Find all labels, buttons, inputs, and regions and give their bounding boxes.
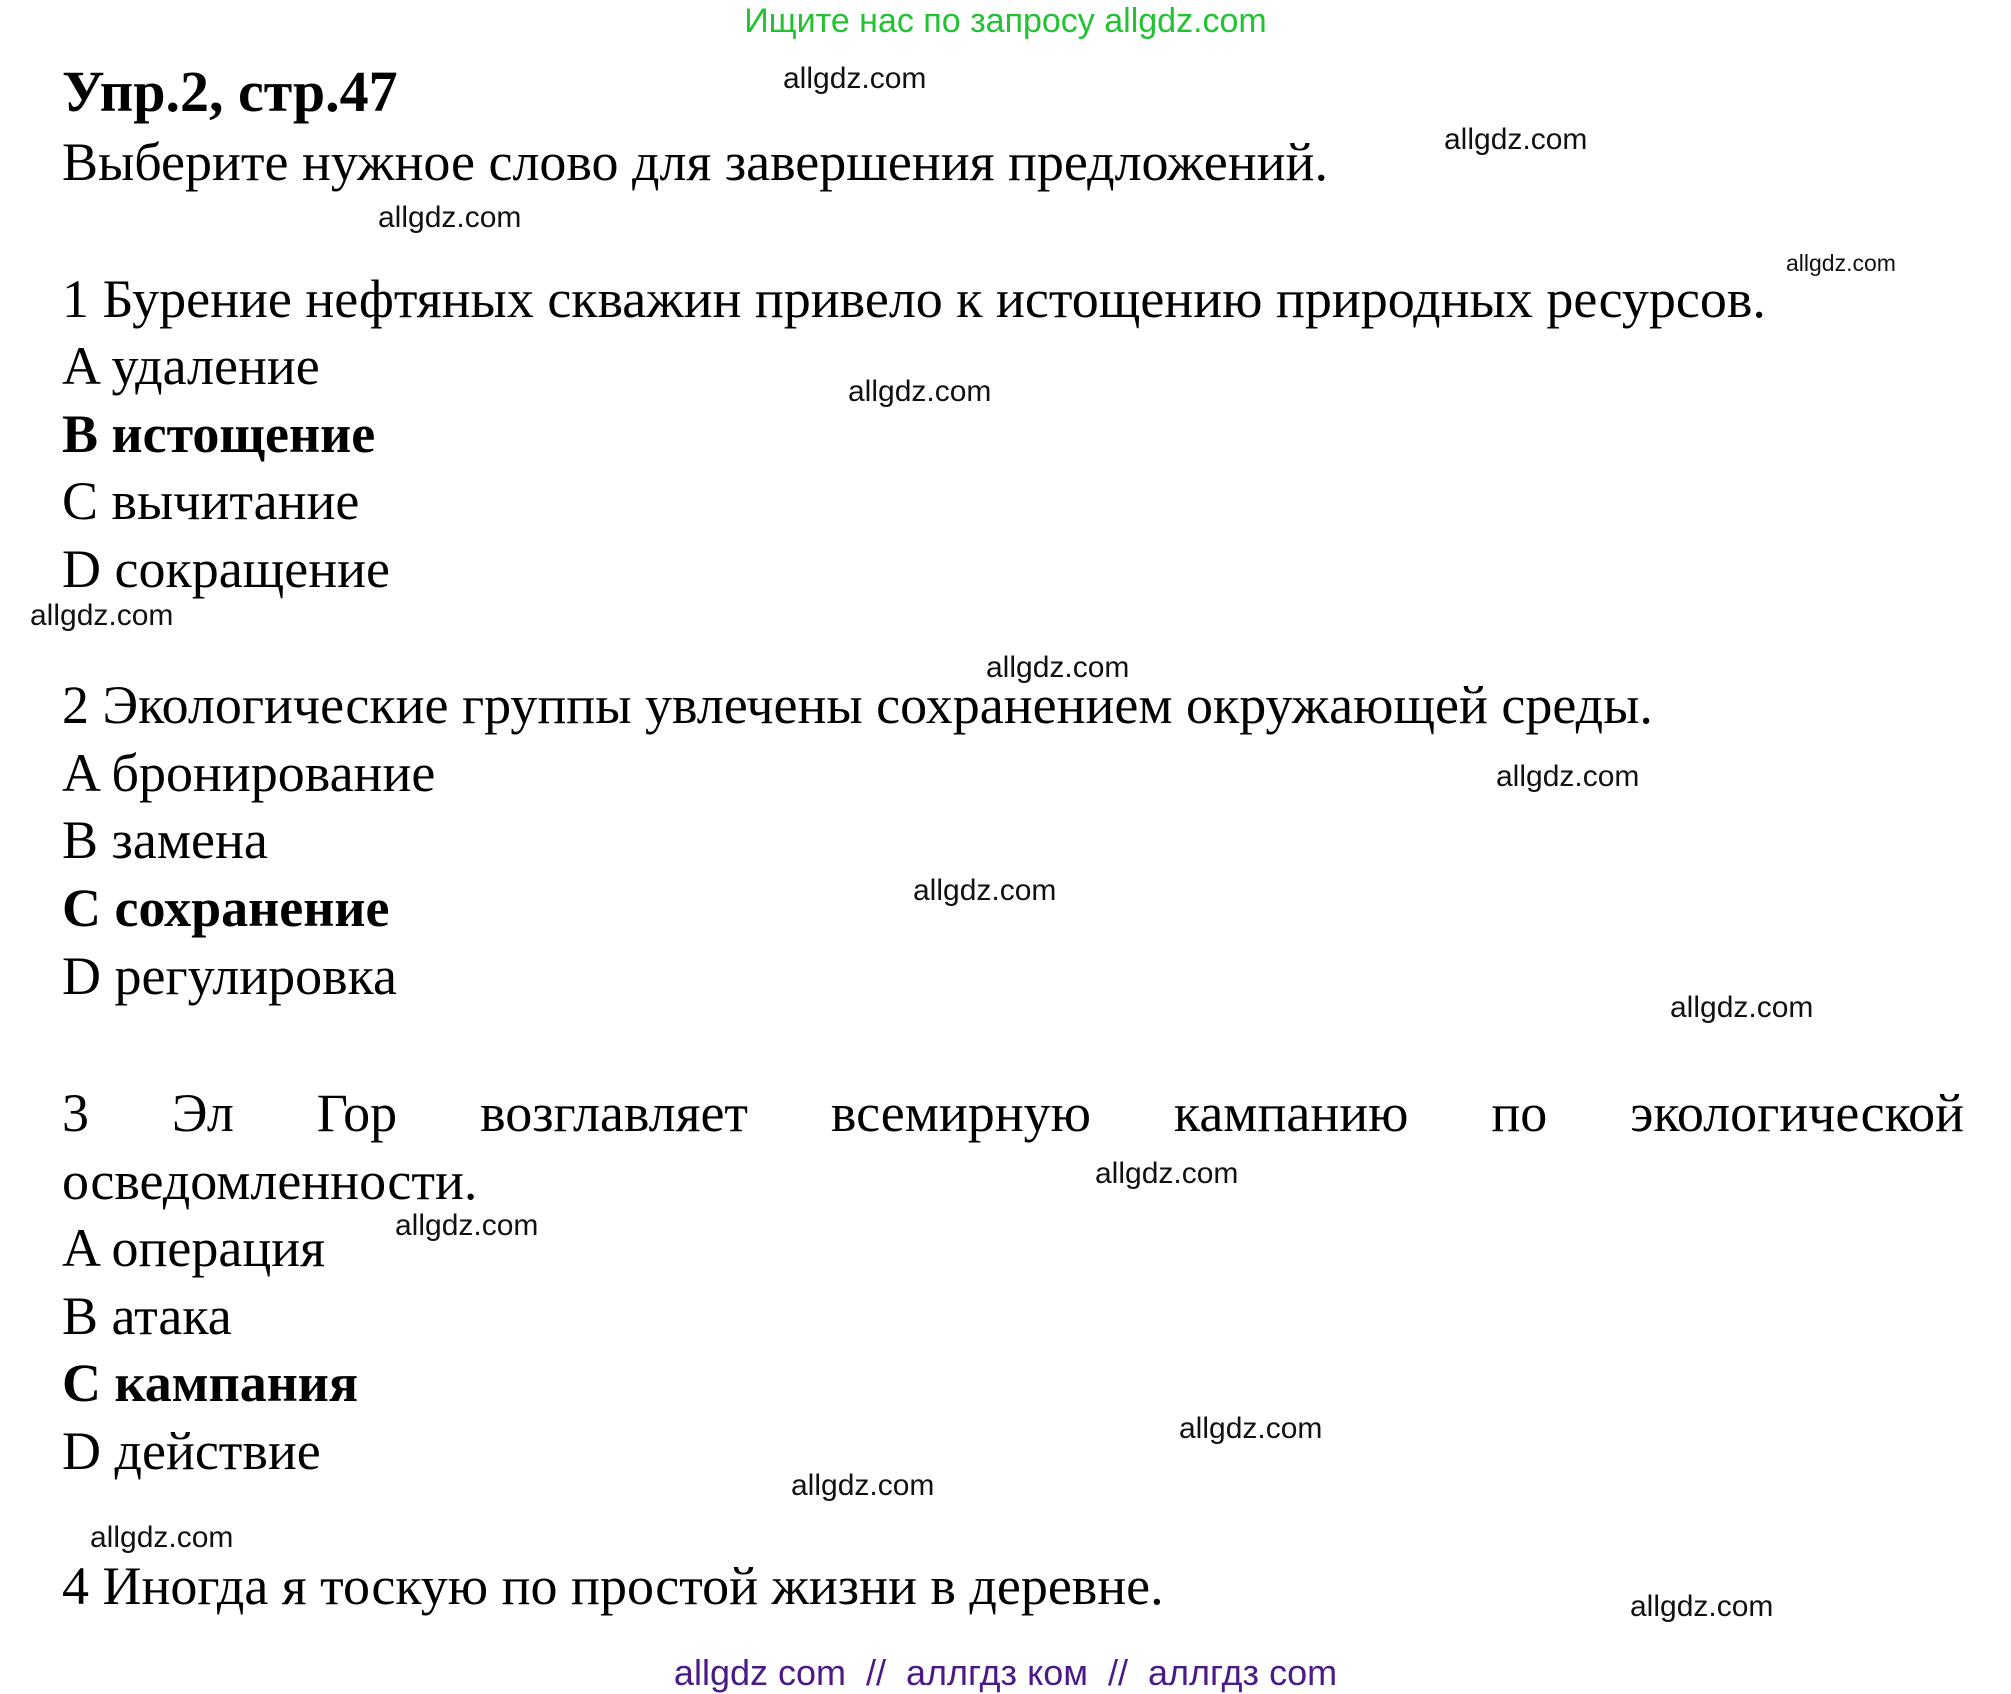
question-3-sentence-line-2: осведомленности.: [62, 1151, 478, 1211]
search-banner: Ищите нас по запросу allgdz.com: [744, 2, 1267, 40]
watermark: allgdz.com: [1095, 1157, 1239, 1190]
option-text: замена: [111, 810, 268, 870]
option-text: действие: [114, 1421, 321, 1481]
option-text: операция: [111, 1218, 325, 1278]
option-letter: C: [62, 1353, 101, 1413]
watermark: allgdz.com: [1630, 1590, 1774, 1623]
question-1-option-a: [62, 332, 320, 400]
question-2-option-b: [62, 806, 268, 874]
option-letter: B: [62, 404, 99, 464]
option-text: бронирование: [111, 743, 436, 803]
option-letter: C: [62, 878, 101, 938]
watermark: allgdz.com: [783, 62, 927, 95]
option-letter: D: [62, 1421, 101, 1481]
question-2-sentence: 2 Экологические группы увлечены сохранением окружающей среды.: [62, 675, 1653, 735]
option-text: сокращение: [114, 539, 390, 599]
option-letter: B: [62, 1286, 99, 1346]
option-letter: A: [62, 1218, 99, 1278]
question-3-option-d: [62, 1417, 321, 1485]
watermark: allgdz.com: [986, 651, 1130, 684]
option-text: истощение: [111, 404, 376, 464]
option-text: кампания: [114, 1353, 359, 1413]
option-letter: D: [62, 539, 101, 599]
option-letter: A: [62, 336, 99, 396]
watermark: allgdz.com: [791, 1469, 935, 1502]
option-text: атака: [111, 1286, 232, 1346]
question-1-sentence: 1 Бурение нефтяных скважин привело к истощению природных ресурсов.: [62, 269, 1766, 329]
option-text: сохранение: [114, 878, 390, 938]
question-1-option-b-correct: [62, 400, 375, 468]
watermark: allgdz.com: [30, 599, 174, 632]
watermark: allgdz.com: [1496, 760, 1640, 793]
footer-watermark: allgdz com // аллгдз ком // аллгдз com: [673, 1652, 1338, 1693]
exercise-title: Упр.2, стр.47: [62, 59, 398, 124]
instruction: Выберите нужное слово для завершения предложений.: [62, 132, 1328, 192]
question-2-option-c-correct: [62, 874, 389, 942]
option-text: вычитание: [111, 471, 360, 531]
option-letter: C: [62, 471, 99, 531]
watermark: allgdz.com: [913, 874, 1057, 907]
option-letter: A: [62, 743, 99, 803]
watermark: allgdz.com: [1179, 1412, 1323, 1445]
option-letter: B: [62, 810, 99, 870]
watermark: allgdz.com: [1786, 250, 1896, 276]
watermark: allgdz.com: [90, 1521, 234, 1554]
watermark: allgdz.com: [395, 1209, 539, 1242]
question-1-option-d: [62, 535, 390, 603]
question-3-option-b: [62, 1282, 232, 1350]
question-1-option-c: [62, 467, 359, 535]
question-4-sentence: 4 Иногда я тоскую по простой жизни в деревне.: [62, 1556, 1164, 1616]
question-2-option-a: [62, 739, 435, 807]
option-text: удаление: [111, 336, 320, 396]
question-2-option-d: [62, 942, 397, 1010]
option-letter: D: [62, 946, 101, 1006]
question-3-option-a: [62, 1214, 325, 1282]
watermark: allgdz.com: [1444, 123, 1588, 156]
question-3-option-c-correct: [62, 1349, 358, 1417]
watermark: allgdz.com: [848, 375, 992, 408]
watermark: allgdz.com: [1670, 991, 1814, 1024]
option-text: регулировка: [114, 946, 397, 1006]
watermark: allgdz.com: [378, 201, 522, 234]
question-3-sentence-line-1: 3 Эл Гор возглавляет всемирную кампанию по экологической: [62, 1083, 1964, 1143]
